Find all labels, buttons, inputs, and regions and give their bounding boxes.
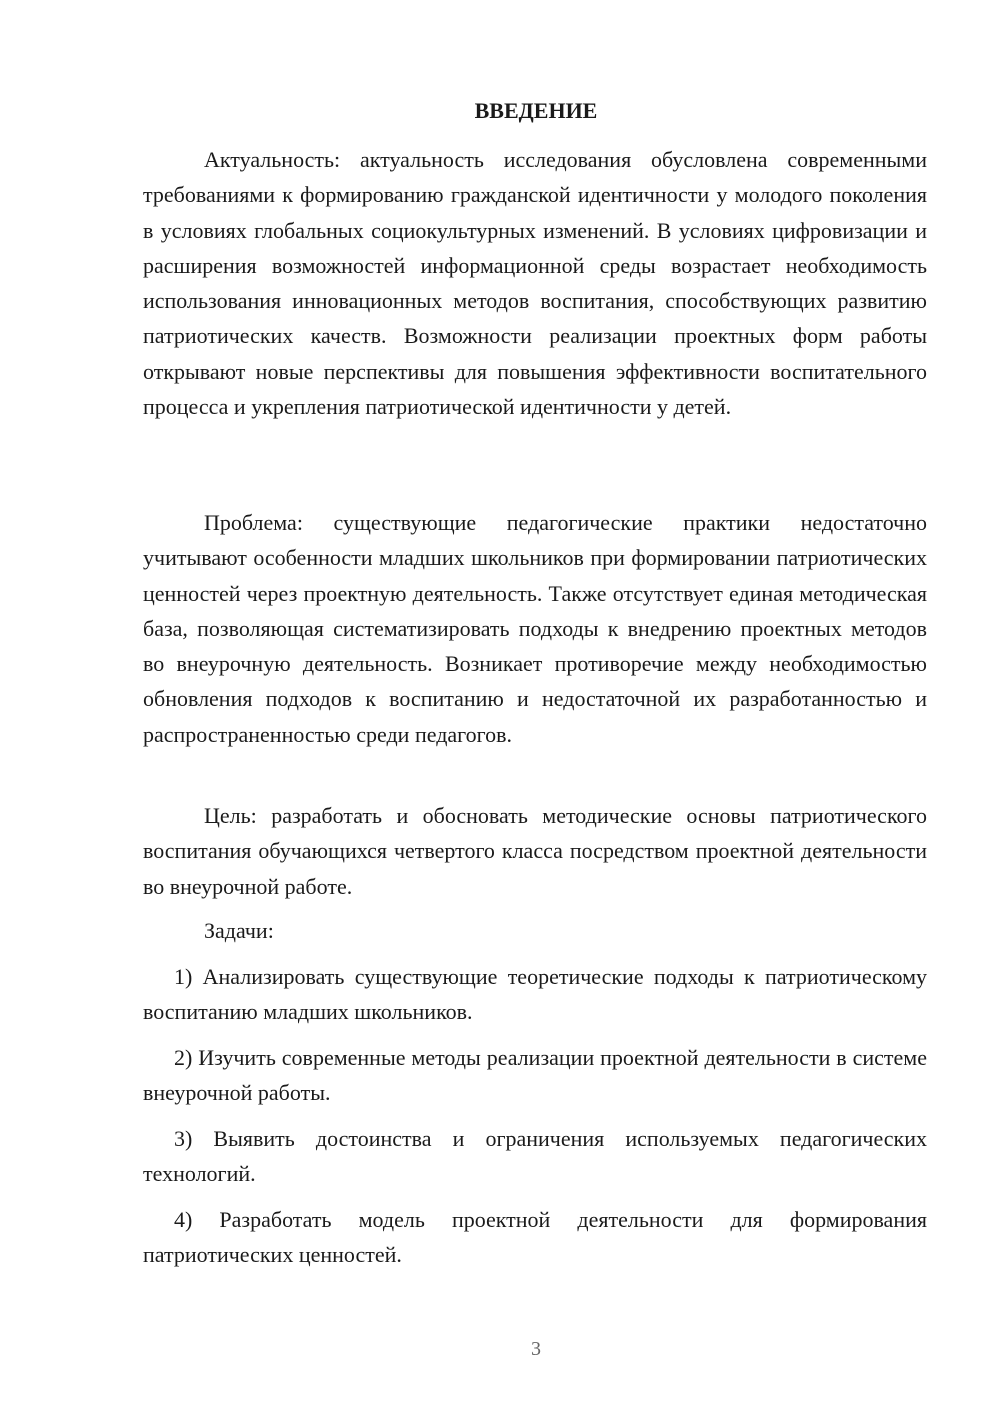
paragraph-problem: Проблема: существующие педагогические практики недостаточно учитывают особенности младших школьников при формировании патриотических ценностей через проектную деятельность. Также отсутствует единая методическая база, позволяющая систематизировать подходы к внедрению проектных методов во внеурочную деятельность. Возникает противоречие между необходимостью обновления подходов к воспитанию и недостаточной их разработанностью и распространенностью среди педагогов. — [143, 510, 927, 747]
task-item-4: 4) Разработать модель проектной деятельности для формирования патриотических ценностей. — [143, 1207, 927, 1268]
task-item-3: 3) Выявить достоинства и ограничения используемых педагогических технологий. — [143, 1126, 927, 1187]
page-number: 3 — [531, 1338, 541, 1360]
tasks-label: Задачи: — [204, 918, 274, 943]
paragraph-relevance: Актуальность: актуальность исследования обусловлена современными требованиями к формированию гражданской идентичности у молодого поколения в условиях глобальных социокультурных изменений. В условиях цифровизации и расширения возможностей информационной среды возрастает необходимость использования инновационных методов воспитания, способствующих развитию патриотических качеств. Возможности реализации проектных форм работы открывают новые перспективы для повышения эффективности воспитательного процесса и укрепления патриотической идентичности у детей. — [143, 147, 927, 420]
task-item-1: 1) Анализировать существующие теоретические подходы к патриотическому воспитанию младших школьников. — [143, 964, 927, 1025]
task-item-2: 2) Изучить современные методы реализации проектной деятельности в системе внеурочной работы. — [143, 1045, 927, 1106]
paragraph-goal: Цель: разработать и обосновать методические основы патриотического воспитания обучающихся четвертого класса посредством проектной деятельности во внеурочной работе. — [143, 803, 927, 899]
section-heading: ВВЕДЕНИЕ — [474, 98, 598, 123]
